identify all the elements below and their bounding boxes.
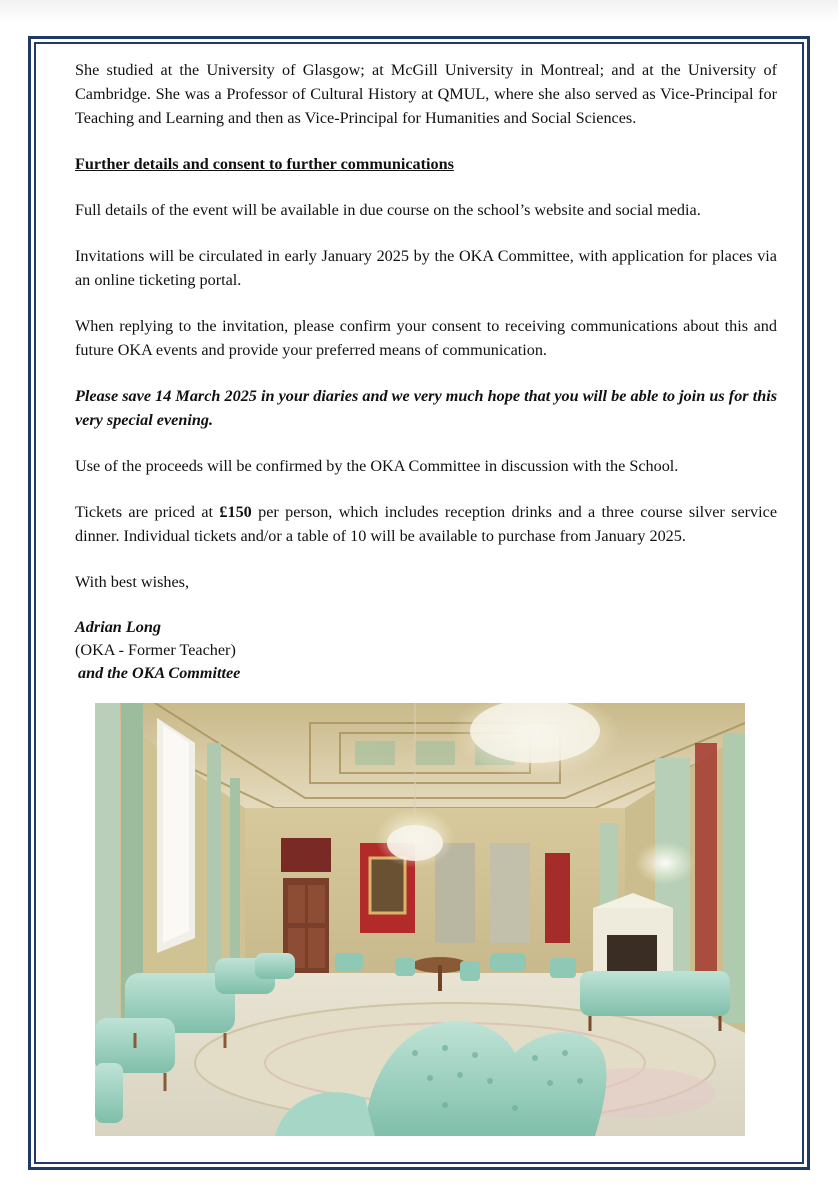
paragraph-details: Full details of the event will be available in due course on the school’s website and social media. [75,201,701,219]
ballroom-photo [95,703,745,1136]
paragraph-save-the-date: Please save 14 March 2025 in your diaries and we very much hope that you will be able to join us for this very special evening. [75,387,777,429]
ballroom-illustration [95,703,745,1136]
tickets-prefix: Tickets are priced at [75,503,214,521]
chandelier-small [635,841,695,885]
signature-role: (OKA - Former Teacher) [75,641,236,659]
tickets-suffix: per person, which includes reception drinks and a three course silver service dinner. Individual tickets and/or a table of 10 will be available to purchase from January 2025. [75,503,778,545]
signature-committee: and the OKA Committee [78,664,241,682]
page-top-shade [0,0,838,22]
paragraph-invitations: Invitations will be circulated in early January 2025 by the OKA Committee, with application for places via an online ticketing portal. [75,247,777,289]
signature-block [75,616,777,685]
paragraph-tickets [75,500,777,548]
signature-name: Adrian Long [75,618,161,636]
paragraph-education: She studied at the University of Glasgow; at McGill University in Montreal; and at the University of Cambridge. She was a Professor of Cultural History at QMUL, where she also served as Vice-Principal for Teaching and Learning and then as Vice-Principal for Humanities and Social Sciences. [75,61,777,127]
paragraph-proceeds: Use of the proceeds will be confirmed by the OKA Committee in discussion with the School. [75,457,679,475]
paragraph-consent: When replying to the invitation, please confirm your consent to receiving communications about this and future OKA events and provide your preferred means of communication. [75,317,777,359]
section-heading: Further details and consent to further communications [75,155,454,173]
ticket-price: £150 [219,503,252,521]
closing-line: With best wishes, [75,573,189,591]
letter-body [75,58,777,685]
